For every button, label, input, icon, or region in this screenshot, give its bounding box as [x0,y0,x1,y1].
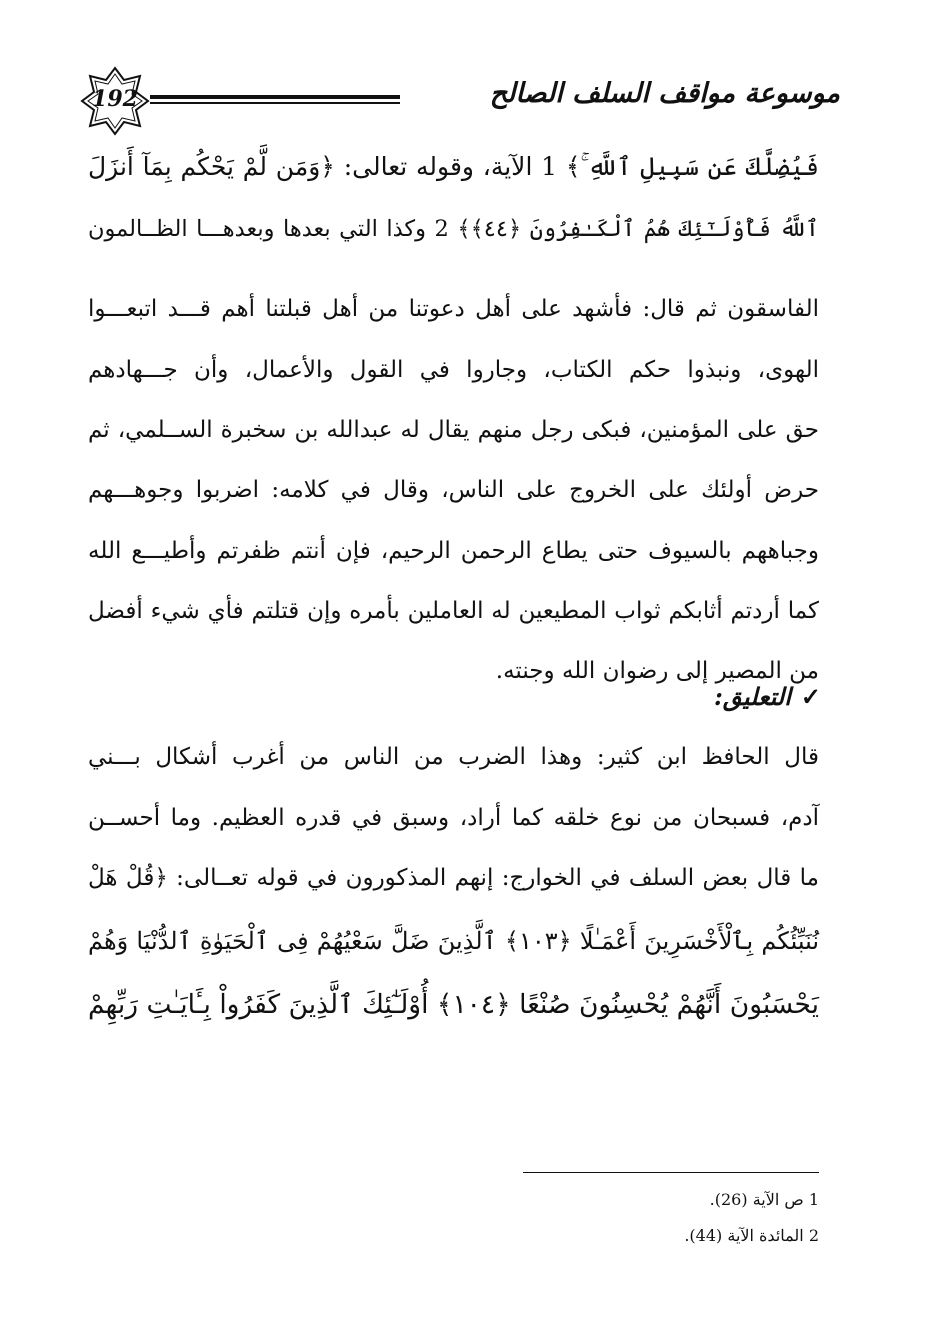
page-number: 192 [92,86,138,112]
text-line: كما أردتم أثابكم ثواب المطيعين له العاملين بأمره وإن قتلتم فأي شيء أفضل [88,598,819,624]
text-line: الفاسقون ثم قال: فأشهد على أهل دعوتنا من أهل قبلتنا أهم قـــد اتبعـــوا [88,296,819,322]
text-line: نُنَبِّئُكُم بِٱلْأَخْسَرِينَ أَعْمَـٰلًا ﴿١٠٣﴾ ٱلَّذِينَ ضَلَّ سَعْيُهُمْ فِى ٱلْحَيَوٰةِ ٱلدُّنْيَا وَهُمْ [88,927,820,955]
footnote: 1 ص الآية (26). [709,1190,819,1209]
page-number-badge [80,66,150,136]
text-line: ما قال بعض السلف في الخوارج: إنهم المذكورون في قوله تعــالى: ﴿قُلْ هَلْ [88,865,819,891]
series-title: موسوعة مواقف السلف الصالح [489,78,840,109]
text-line: حق على المؤمنين، فبكى رجل منهم يقال له عبدالله بن سخبرة الســلمي، ثم [88,417,819,443]
text-line: قال الحافظ ابن كثير: وهذا الضرب من الناس من أغرب أشكال بـــني [88,744,819,770]
checkmark-icon: ✓ [800,682,821,711]
text-line: آدم، فسبحان من نوع خلقه كما أراد، وسبق في قدره العظيم. وما أحســن [88,805,819,831]
header-rule [150,95,400,107]
commentary-heading [714,682,821,711]
text-line: وجباههم بالسيوف حتى يطاع الرحمن الرحيم، فإن أنتم ظفرتم وأطيـــع الله [88,538,819,564]
text-line: يَحْسَبُونَ أَنَّهُمْ يُحْسِنُونَ صُنْعًا ﴿١٠٤﴾ أُوْلَـٰٓئِكَ ٱلَّذِينَ كَفَرُواْ بِـَٔايَـٰتِ رَبِّهِمْ [88,989,819,1020]
footnote-separator [523,1172,819,1173]
text-line: ٱللَّهُ فَأُوْلَـٰٓئِكَ هُمُ ٱلْكَـٰفِرُونَ ﴿٤٤﴾﴾ 2 وكذا التي بعدها وبعدهـــا الظــالمون [88,216,819,242]
text-line: الهوى، ونبذوا حكم الكتاب، وجاروا في القول والأعمال، وأن جـــهادهم [88,357,819,383]
text-line: فَيُضِلَّكَ عَن سَبِيلِ ٱللَّهِ ۚ﴾ 1 الآية، وقوله تعالى: ﴿وَمَن لَّمْ يَحْكُم بِمَآ أَنزَلَ [88,152,820,181]
heading-label: التعليق: [714,682,791,711]
text-line: حرض أولئك على الخروج على الناس، وقال في كلامه: اضربوا وجوهـــهم [88,477,819,503]
text-line: من المصير إلى رضوان الله وجنته. [495,658,819,684]
footnote: 2 المائدة الآية (44). [684,1226,819,1245]
running-header [80,66,840,136]
